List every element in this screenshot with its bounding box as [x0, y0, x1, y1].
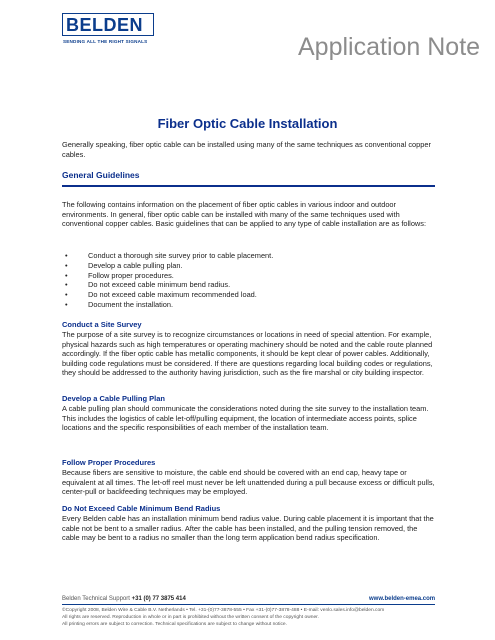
list-item — [62, 300, 273, 310]
section-divider — [62, 185, 435, 187]
pulling-plan-paragraph: A cable pulling plan should communicate the considerations noted during the site survey to the installation team. This includes the logistics of cable let-off/pulling equipment, the location of intermediate access points, splice locations and the specific responsibilities of each member of the installation team. — [62, 404, 429, 432]
list-item — [62, 261, 273, 271]
list-item — [62, 271, 273, 281]
document-type: Application Note — [298, 33, 481, 61]
list-item-text: Document the installation. — [88, 299, 174, 309]
footer-divider — [62, 604, 435, 605]
tech-support — [62, 596, 186, 602]
bend-radius-heading: Do Not Exceed Cable Minimum Bend Radius — [62, 504, 221, 513]
copyright-line: ©Copyright 2008, Belden Wire & Cable B.V. Netherlands • Tel. +31-(0)77-3878-555 • Fax +31-(0)77-3878-488 • E-mail: venlo.sales.info@belden.com — [62, 608, 385, 613]
pulling-plan-heading: Develop a Cable Pulling Plan — [62, 394, 165, 403]
general-guidelines-heading: General Guidelines — [62, 170, 140, 180]
logo-text: BELDEN — [66, 15, 144, 35]
intro-paragraph: Generally speaking, fiber optic cable can be installed using many of the same techniques as conventional copper cables. — [62, 140, 431, 159]
list-item-text: Follow proper procedures. — [88, 270, 174, 280]
website-link[interactable]: www.belden-emea.com — [369, 596, 436, 602]
list-item-text: Do not exceed cable minimum bend radius. — [88, 280, 231, 290]
rights-line: All rights are reserved. Reproduction in whole or in part is prohibited without the written consent of the copyright owner. — [62, 615, 319, 620]
guidelines-list — [62, 251, 273, 310]
page-header — [0, 0, 495, 78]
general-guidelines-paragraph: The following contains information on the placement of fiber optic cables in various indoor and outdoor environments. In general, fiber optic cable can be installed with many of the same techniques used with conventional copper cables. Basic guidelines that can be applied to any type of cable installation are as follows: — [62, 200, 427, 228]
support-label: Belden Technical Support — [62, 596, 130, 602]
bullet-icon: • — [65, 260, 68, 270]
bend-radius-paragraph: Every Belden cable has an installation minimum bend radius value. During cable placement it is important that the cable not be bent to a smaller radius. After the cable has been installed, and the pulling tension removed, the cable may be bent to a radius no smaller than the long term application bend radius specification. — [62, 514, 434, 542]
list-item-text: Develop a cable pulling plan. — [88, 260, 183, 270]
list-item-text: Do not exceed cable maximum recommended load. — [88, 290, 257, 300]
list-item — [62, 290, 273, 300]
errors-line: All printing errors are subject to correction. Technical specifications are subject to change without notice. — [62, 622, 287, 627]
site-survey-paragraph: The purpose of a site survey is to recognize circumstances or locations in need of special attention. For example, physical hazards such as high temperatures or operating machinery should be noted and the cable route planned accordingly. If the fiber optic cable has metallic components, it should be kept clear of power cables. Additionally, building code regulations must be considered. If there are questions regarding local building codes or regulations, they should be addressed to the authority having jurisdiction, such as the fire marshal or city building inspector. — [62, 330, 433, 377]
bullet-icon: • — [65, 251, 68, 260]
procedures-heading: Follow Proper Procedures — [62, 458, 156, 467]
bullet-icon: • — [65, 280, 68, 290]
logo-tagline: SENDING ALL THE RIGHT SIGNALS — [63, 39, 148, 44]
belden-logo — [62, 13, 166, 47]
bullet-icon: • — [65, 270, 68, 280]
support-phone: +31 (0) 77 3875 414 — [131, 596, 186, 602]
page-title: Fiber Optic Cable Installation — [157, 116, 338, 131]
list-item — [62, 280, 273, 290]
site-survey-heading: Conduct a Site Survey — [62, 320, 142, 329]
list-item — [62, 251, 273, 261]
list-item-text: Conduct a thorough site survey prior to cable placement. — [88, 251, 274, 260]
bullet-icon: • — [65, 299, 68, 309]
bullet-icon: • — [65, 290, 68, 300]
procedures-paragraph: Because fibers are sensitive to moisture, the cable end should be covered with an end cap, heavy tape or equivalent at all times. The let-off reel must never be left unattended during a pull because excess or difficult pulls, center-pull or backfeeding techniques may be employed. — [62, 468, 435, 496]
